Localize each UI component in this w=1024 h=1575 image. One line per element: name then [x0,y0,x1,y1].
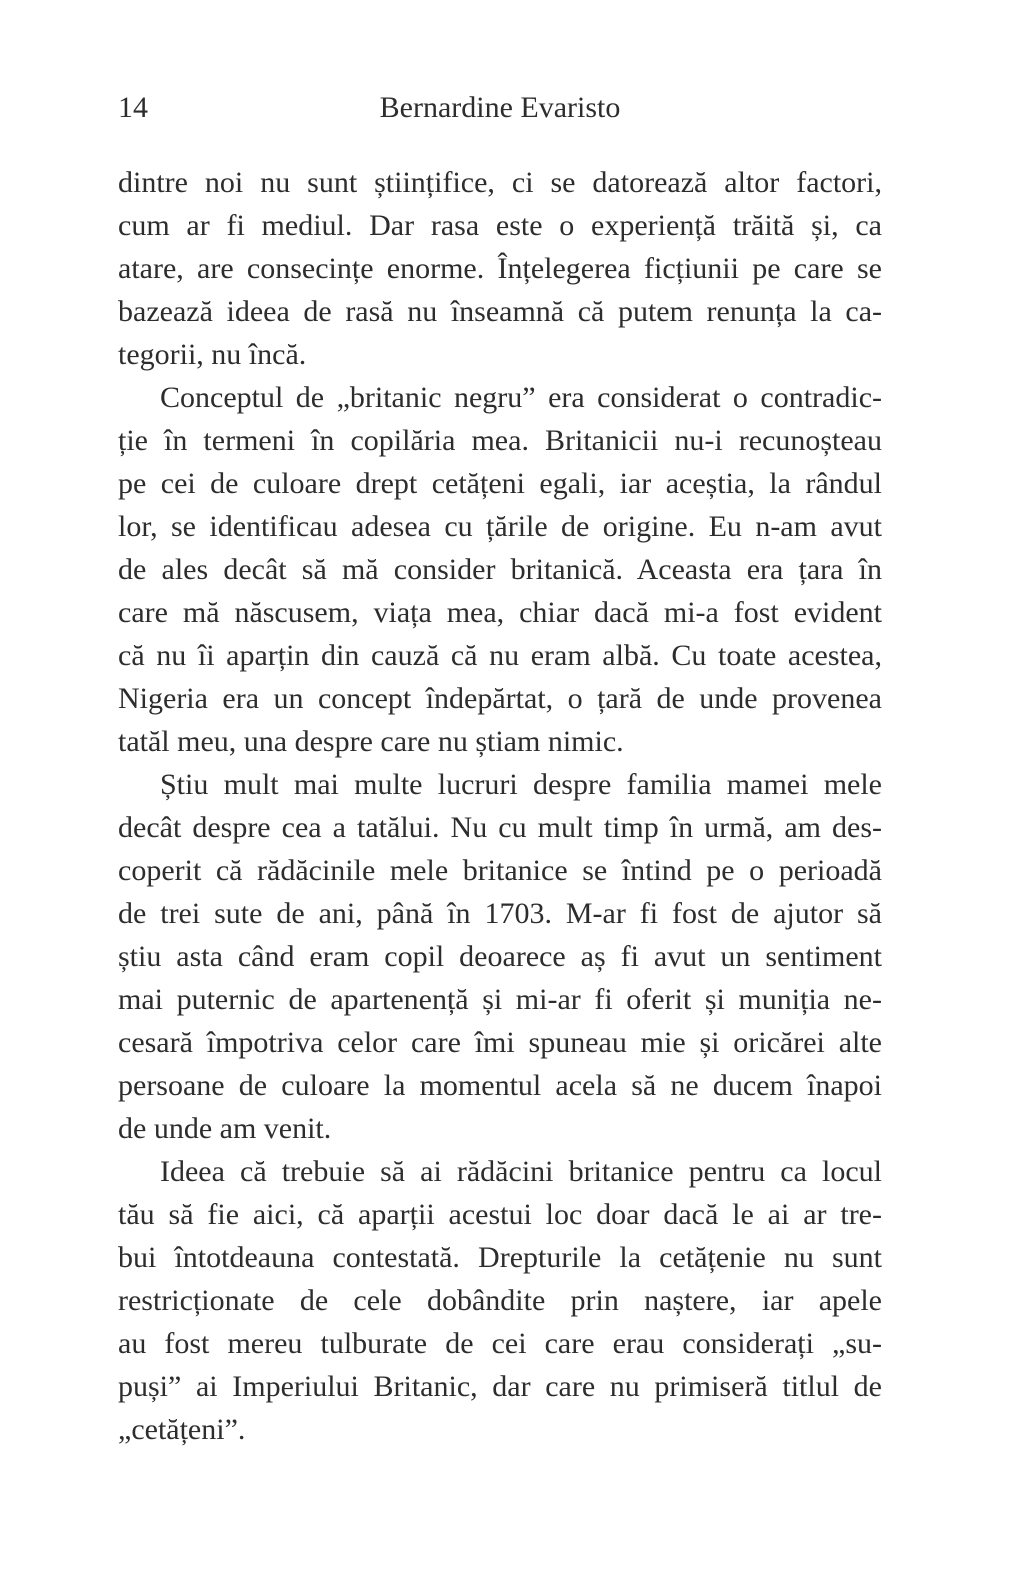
text-line: pe cei de culoare drept cetățeni egali, iar aceștia, la rândul [118,467,882,500]
text-line: Nigeria era un concept îndepărtat, o țară de unde provenea [118,682,882,715]
text-line: puși” ai Imperiului Britanic, dar care nu primiseră titlul de [118,1370,882,1403]
text-line: decât despre cea a tatălui. Nu cu mult timp în urmă, am des- [118,811,882,844]
text-line: dintre noi nu sunt științifice, ci se datorează altor factori, [118,166,882,199]
paragraph [118,1150,882,1451]
text-line: coperit că rădăcinile mele britanice se întind pe o perioadă [118,854,882,887]
running-header [118,86,882,129]
text-line: atare, are consecințe enorme. Înțelegerea ficțiunii pe care se [118,252,882,285]
text-line: au fost mereu tulburate de cei care erau considerați „su- [118,1327,882,1360]
paragraph [118,376,882,763]
text-line: bazează ideea de rasă nu înseamnă că putem renunța la ca- [118,295,882,328]
paragraph [118,161,882,376]
text-line: lor, se identificau adesea cu țările de origine. Eu n-am avut [118,510,882,543]
text-line: Ideea că trebuie să ai rădăcini britanice pentru ca locul [160,1155,882,1188]
text-line: Conceptul de „britanic negru” era considerat o contradic- [160,381,882,414]
text-line: tatăl meu, una despre care nu știam nimic. [118,725,624,758]
text-line: mai puternic de apartenență și mi-ar fi oferit și muniția ne- [118,983,882,1016]
text-line: cum ar fi mediul. Dar rasa este o experiență trăită și, ca [118,209,882,242]
text-line: de ales decât să mă consider britanică. Aceasta era țara în [118,553,882,586]
text-line: tău să fie aici, că aparții acestui loc doar dacă le ai ar tre- [118,1198,882,1231]
text-line: cesară împotriva celor care îmi spuneau mie și oricărei alte [118,1026,882,1059]
text-line: „cetățeni”. [118,1413,246,1446]
text-line: ție în termeni în copilăria mea. Britanicii nu-i recunoșteau [118,424,882,457]
text-line: tegorii, nu încă. [118,338,307,371]
page-number: 14 [118,91,148,124]
text-line: bui întotdeauna contestată. Drepturile la cetățenie nu sunt [118,1241,882,1274]
text-line: care mă născusem, viața mea, chiar dacă mi-a fost evident [118,596,882,629]
text-line: de trei sute de ani, până în 1703. M-ar fi fost de ajutor să [118,897,882,930]
page-body [118,161,882,1451]
text-line: de unde am venit. [118,1112,332,1145]
text-line: restricționate de cele dobândite prin naștere, iar apele [118,1284,882,1317]
text-line: persoane de culoare la momentul acela să ne ducem înapoi [118,1069,882,1102]
text-line: că nu îi aparțin din cauză că nu eram albă. Cu toate acestea, [118,639,882,672]
text-line: știu asta când eram copil deoarece aș fi avut un sentiment [118,940,882,973]
paragraph [118,763,882,1150]
running-header-author: Bernardine Evaristo [379,91,621,124]
text-line: Știu mult mai multe lucruri despre familia mamei mele [160,768,882,801]
